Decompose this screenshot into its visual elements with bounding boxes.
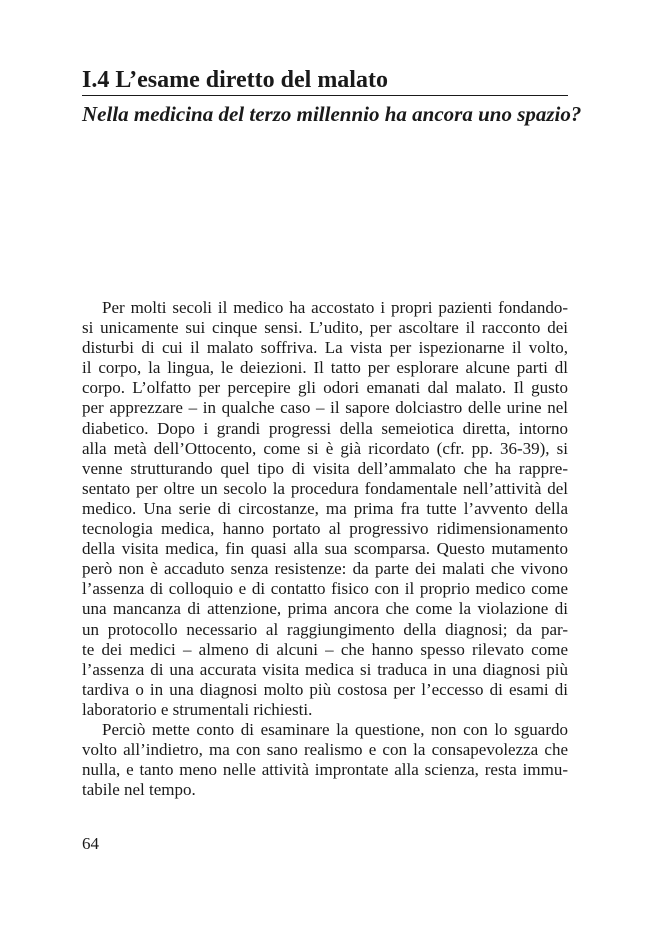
text-line: una mancanza di attenzione, prima ancora che come la violazione di	[82, 599, 568, 619]
body-text	[82, 298, 568, 800]
text-line: Per molti secoli il medico ha accostato i propri pazienti fondando-	[102, 298, 568, 317]
text-line: un protocollo necessario al raggiungimento della diagnosi; da par-	[82, 619, 568, 639]
text-line: corpo. L’olfatto per percepire gli odori emanati dal malato. Il gusto	[82, 378, 568, 398]
text-line: per apprezzare – in qualche caso – il sapore dolciastro delle urine nel	[82, 398, 568, 418]
text-line: l’assenza di una accurata visita medica si traduca in una diagnosi più	[82, 659, 568, 679]
text-line: te dei medici – almeno di alcuni – che hanno spesso rilevato come	[82, 639, 568, 659]
text-line: alla metà dell’Ottocento, come si è già ricordato (cfr. pp. 36-39), si	[82, 438, 568, 458]
text-line: nulla, e tanto meno nelle attività improntate alla scienza, resta immu-	[82, 760, 568, 780]
text-line: medico. Una serie di circostanze, ma prima fra tutte l’avvento della	[82, 498, 568, 518]
chapter-subtitle: Nella medicina del terzo millennio ha ancora uno spazio?	[82, 102, 582, 126]
text-line: della visita medica, fin quasi alla sua scomparsa. Questo mutamento	[82, 539, 568, 559]
text-line: venne strutturando quel tipo di visita dell’ammalato che ha rappre-	[82, 458, 568, 478]
page-number: 64	[82, 834, 99, 853]
text-line: si unicamente sui cinque sensi. L’udito, per ascoltare il racconto dei	[82, 318, 568, 338]
text-line: Perciò mette conto di esaminare la questione, non con lo sguardo	[102, 719, 568, 739]
title-rule	[82, 95, 568, 96]
text-line: però non è accaduto senza resistenze: da parte dei malati che vivono	[82, 559, 568, 579]
chapter-title: I.4 L’esame diretto del malato	[82, 67, 388, 93]
text-line: laboratorio e strumentali richiesti.	[82, 699, 313, 719]
text-line: diabetico. Dopo i grandi progressi della semeiotica diretta, intorno	[82, 418, 568, 438]
text-line: volto all’indietro, ma con sano realismo e con la consapevolezza che	[82, 740, 568, 760]
text-line: l’assenza di colloquio e di contatto fisico con il proprio medico come	[82, 579, 568, 599]
text-line: tecnologia medica, hanno portato al progressivo ridimensionamento	[82, 519, 568, 539]
text-line: tabile nel tempo.	[82, 780, 196, 800]
text-line: disturbi di cui il malato soffriva. La vista per ispezionarne il volto,	[82, 338, 568, 358]
text-line: tardiva o in una diagnosi molto più costosa per l’eccesso di esami di	[82, 679, 568, 699]
text-line: sentato per oltre un secolo la procedura fondamentale nell’attività del	[82, 478, 568, 498]
text-line: il corpo, la lingua, le deiezioni. Il tatto per esplorare alcune parti dl	[82, 358, 568, 378]
